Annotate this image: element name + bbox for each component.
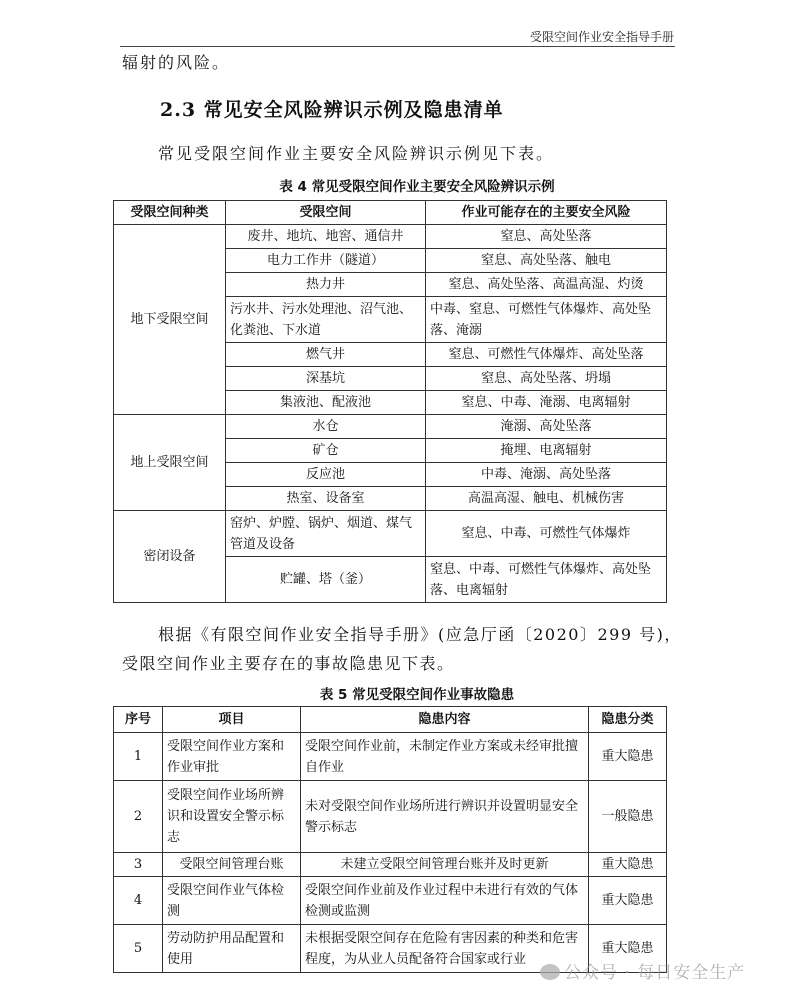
risk-cell: 窒息、中毒、可燃性气体爆炸 — [426, 511, 667, 557]
risk-cell: 窒息、中毒、淹溺、电离辐射 — [426, 391, 667, 415]
hazard-table — [113, 706, 667, 973]
class-cell: 重大隐患 — [589, 733, 667, 781]
class-cell: 重大隐患 — [589, 853, 667, 877]
space-cell: 窑炉、炉膛、锅炉、烟道、煤气管道及设备 — [226, 511, 426, 557]
wechat-icon — [540, 964, 560, 980]
content-cell: 未建立受限空间管理台账并及时更新 — [301, 853, 589, 877]
table-header-cell: 作业可能存在的主要安全风险 — [426, 201, 667, 225]
space-cell: 电力工作井（隧道） — [226, 249, 426, 273]
space-cell: 废井、地坑、地窖、通信井 — [226, 225, 426, 249]
table-header-cell: 隐患内容 — [301, 707, 589, 733]
table-header-cell: 隐患分类 — [589, 707, 667, 733]
item-cell: 受限空间作业方案和作业审批 — [163, 733, 301, 781]
class-cell: 一般隐患 — [589, 781, 667, 853]
space-cell: 燃气井 — [226, 343, 426, 367]
row-number: 4 — [114, 877, 163, 925]
space-cell: 深基坑 — [226, 367, 426, 391]
category-cell: 地上受限空间 — [114, 415, 226, 511]
content-cell: 受限空间作业前及作业过程中未进行有效的气体检测或监测 — [301, 877, 589, 925]
risk-cell: 窒息、高处坠落、触电 — [426, 249, 667, 273]
space-cell: 水仓 — [226, 415, 426, 439]
content-cell: 受限空间作业前，未制定作业方案或未经审批擅自作业 — [301, 733, 589, 781]
row-number: 5 — [114, 925, 163, 973]
class-cell: 重大隐患 — [589, 877, 667, 925]
item-cell: 受限空间作业气体检测 — [163, 877, 301, 925]
risk-identification-table — [113, 200, 667, 603]
table5-caption: 表 5 常见受限空间作业事故隐患 — [319, 687, 515, 703]
row-number: 3 — [114, 853, 163, 877]
item-cell: 受限空间管理台账 — [163, 853, 301, 877]
row-number: 1 — [114, 733, 163, 781]
space-cell: 贮罐、塔（釜） — [226, 557, 426, 603]
category-cell: 密闭设备 — [114, 511, 226, 603]
table-header-cell: 受限空间种类 — [114, 201, 226, 225]
row-number: 2 — [114, 781, 163, 853]
space-cell: 热力井 — [226, 273, 426, 297]
space-cell: 矿仓 — [226, 439, 426, 463]
table4-caption: 表 4 常见受限空间作业主要安全风险辨识示例 — [279, 179, 555, 195]
watermark-text: 公众号 · 每日安全生产 — [564, 963, 746, 983]
space-cell: 热室、设备室 — [226, 487, 426, 511]
hazard-intro-paragraph — [122, 620, 682, 678]
table-header-cell: 序号 — [114, 707, 163, 733]
content-cell: 未对受限空间作业场所进行辨识并设置明显安全警示标志 — [301, 781, 589, 853]
item-cell: 受限空间作业场所辨识和设置安全警示标志 — [163, 781, 301, 853]
space-cell: 污水井、污水处理池、沼气池、化粪池、下水道 — [226, 297, 426, 343]
risk-cell: 中毒、窒息、可燃性气体爆炸、高处坠落、淹溺 — [426, 297, 667, 343]
hazard-intro-line: 受限空间作业主要存在的事故隐患见下表。 — [122, 654, 455, 673]
risk-cell: 窒息、高处坠落、高温高湿、灼烫 — [426, 273, 667, 297]
risk-cell: 淹溺、高处坠落 — [426, 415, 667, 439]
header-rule — [120, 46, 675, 47]
running-header: 受限空间作业安全指导手册 — [529, 30, 674, 44]
content-cell: 未根据受限空间存在危险有害因素的种类和危害程度，为从业人员配备符合国家或行业 — [301, 925, 589, 973]
space-cell: 反应池 — [226, 463, 426, 487]
risk-cell: 窒息、高处坠落、坍塌 — [426, 367, 667, 391]
risk-cell: 掩埋、电离辐射 — [426, 439, 667, 463]
intro-paragraph: 常见受限空间作业主要安全风险辨识示例见下表。 — [158, 144, 555, 163]
risk-cell: 窒息、中毒、可燃性气体爆炸、高处坠落、电离辐射 — [426, 557, 667, 603]
risk-cell: 中毒、淹溺、高处坠落 — [426, 463, 667, 487]
class-cell: 重大隐患 — [589, 925, 667, 973]
section-heading: 2.3 常见安全风险辨识示例及隐患清单 — [160, 99, 504, 121]
risk-cell: 高温高湿、触电、机械伤害 — [426, 487, 667, 511]
item-cell: 劳动防护用品配置和使用 — [163, 925, 301, 973]
continued-text: 辐射的风险。 — [122, 53, 231, 72]
category-cell: 地下受限空间 — [114, 225, 226, 415]
table-header-cell: 项目 — [163, 707, 301, 733]
risk-cell: 窒息、可燃性气体爆炸、高处坠落 — [426, 343, 667, 367]
space-cell: 集液池、配液池 — [226, 391, 426, 415]
hazard-intro-line: 根据《有限空间作业安全指导手册》(应急厅函〔2020〕299 号)， — [158, 625, 682, 644]
table-header-cell: 受限空间 — [226, 201, 426, 225]
watermark — [540, 958, 745, 983]
risk-cell: 窒息、高处坠落 — [426, 225, 667, 249]
